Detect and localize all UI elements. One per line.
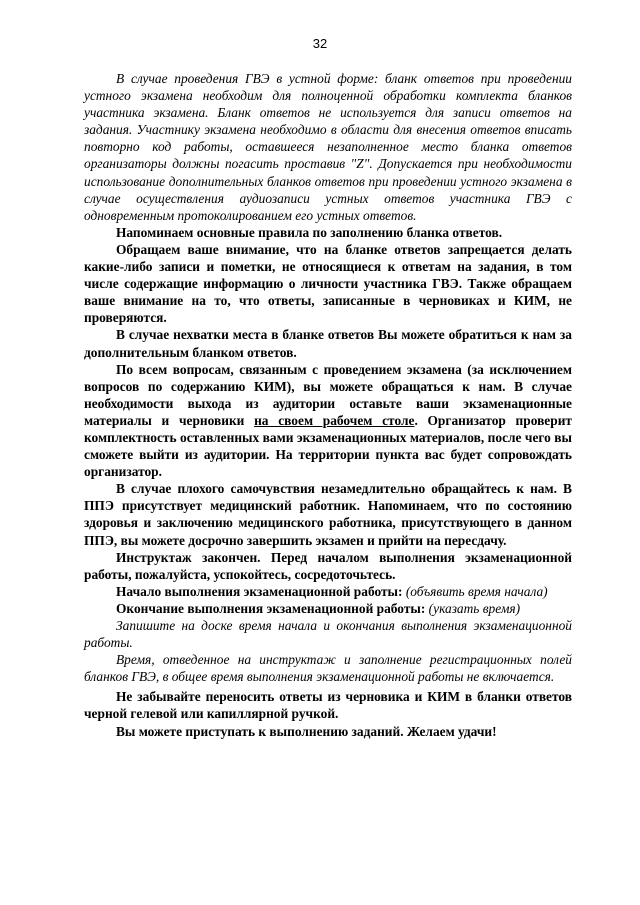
transfer-answers-paragraph: Не забывайте переносить ответы из черновика и КИМ в бланки ответов черной гелевой или капиллярной ручкой.: [84, 689, 572, 722]
rules-reminder-heading: Напоминаем основные правила по заполнению бланка ответов.: [116, 224, 503, 240]
end-time-paragraph: Окончание выполнения экзаменационной работы: (указать время): [116, 600, 521, 616]
document-body: [84, 70, 572, 740]
underlined-phrase: на своем рабочем столе: [254, 412, 415, 428]
oral-exam-paragraph: В случае проведения ГВЭ в устной форме: бланк ответов при проведении устного экзамена необходим для полноценной обработки комплекта бланков участника экзамена. Бланк ответов не используется для записи ответов на задания. Участнику экзамена необходимо в области для внесения ответов вписать повторно код работы, оставшееся незаполненное место бланка ответов организаторы должны погасить проставив "Z". Допускается при необходимости использование дополнительных бланков ответов при проведении устного экзамена в случае осуществления аудиозаписи устных ответов участника ГВЭ с одновременным протоколированием его устных ответов.: [84, 71, 572, 223]
start-time-paragraph: Начало выполнения экзаменационной работы: (объявить время начала): [116, 583, 548, 599]
answer-sheet-rules-paragraph: Обращаем ваше внимание, что на бланке ответов запрещается делать какие-либо записи и пометки, не относящиеся к ответам на задания, в том числе содержащие информацию о личности участника ГВЭ. Также обращаем ваше внимание на то, что ответы, записанные в черновиках и КИМ, не проверяются.: [84, 241, 572, 326]
briefing-finished-paragraph: Инструктаж закончен. Перед началом выполнения экзаменационной работы, пожалуйста, успокойтесь, сосредоточьтесь.: [84, 549, 572, 582]
extra-sheet-paragraph: В случае нехватки места в бланке ответов Вы можете обратиться к нам за дополнительным бланком ответов.: [84, 327, 572, 360]
board-note-paragraph: Запишите на доске время начала и окончания выполнения экзаменационной работы.: [84, 618, 572, 651]
questions-paragraph: По всем вопросам, связанным с проведением экзамена (за исключением вопросов по содержанию КИМ), вы можете обращаться к нам. В случае необходимости выхода из аудитории оставьте ваши экзаменационные материалы и черновики на своем рабочем столе. Организатор проверит комплектность оставленных вами экзаменационных материалов, после чего вы сможете выйти из аудитории. На территории пункта вас будет сопровождать организатор.: [84, 361, 572, 480]
health-paragraph: В случае плохого самочувствия незамедлительно обращайтесь к нам. В ППЭ присутствует медицинский работник. Напоминаем, что по состоянию здоровья и заключению медицинского работника, присутствующего в данном ППЭ, вы можете досрочно завершить экзамен и прийти на пересдачу.: [84, 481, 572, 548]
time-note-paragraph: Время, отведенное на инструктаж и заполнение регистрационных полей бланков ГВЭ, в общее время выполнения экзаменационной работы не включается.: [84, 652, 572, 685]
page-number: 32: [312, 36, 328, 51]
good-luck-paragraph: Вы можете приступать к выполнению заданий. Желаем удачи!: [116, 723, 497, 739]
